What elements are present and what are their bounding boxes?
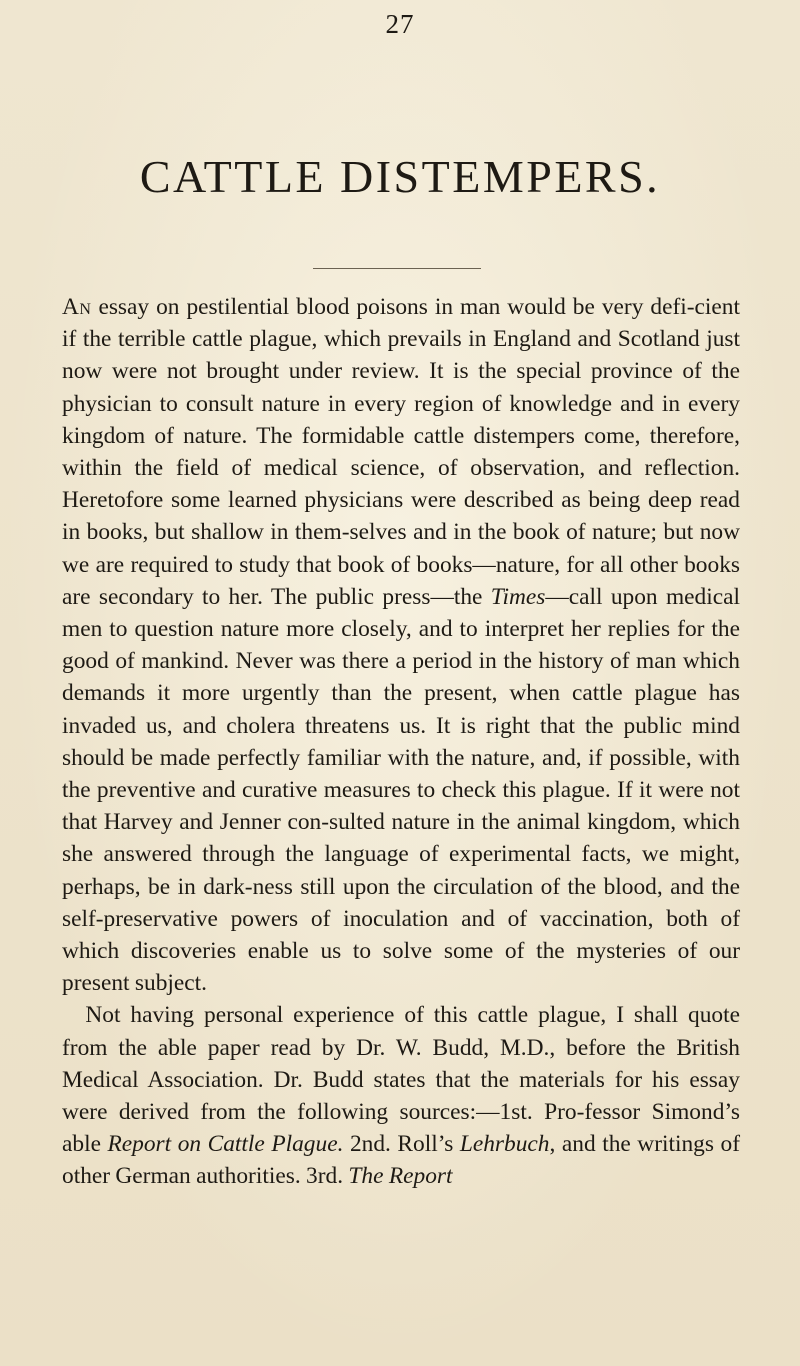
- lead-word: An: [62, 294, 92, 320]
- article-body: [62, 291, 740, 1193]
- the-report-title: The Report: [348, 1163, 453, 1190]
- paragraph-2-text-b: 2nd. Roll’s: [343, 1131, 460, 1158]
- paragraph-2-text-a: Not having personal experience of this cattle plague, I shall quote from the able paper read by Dr. W. Budd, M.D., before the British Medical Association. Dr. Budd states that the materials for his essay were derived from the following sources:—1st. Pro-fessor Simond’s able: [62, 1002, 740, 1158]
- paragraph-1-text-a: essay on pestilential blood poisons in man would be very defi-cient if the terrible cattle plague, which prevails in England and Scotland just now were not brought under review. It is the special province of the physician to consult nature in every region of knowledge and in every kingdom of nature. The formidable cattle distempers come, therefore, within the field of medical science, of observation, and reflection. Heretofore some learned physicians were described as being deep read in books, but shallow in them-selves and in the book of nature; but now we are required to study that book of books—nature, for all other books are secondary to her. The public press—the: [62, 294, 740, 610]
- lehrbuch-title: Lehrbuch: [459, 1131, 550, 1158]
- paragraph-2-text-c: , and the writings of other German authorities. 3rd.: [62, 1131, 740, 1190]
- report-title: Report on Cattle Plague.: [107, 1131, 344, 1158]
- paragraph-1-text-b: —call upon medical men to question nature more closely, and to interpret her replies for the good of mankind. Never was there a period in the history of man which demands it more urgently than the present, when cattle plague has invaded us, and cholera threatens us. It is right that the public mind should be made perfectly familiar with the nature, and, if possible, with the preventive and curative measures to check this plague. If it were not that Harvey and Jenner con-sulted nature in the animal kingdom, which she answered through the language of experimental facts, we might, perhaps, be in dark-ness still upon the circulation of the blood, and the self-preservative powers of inoculation and of vaccination, both of which discoveries enable us to solve some of the mysteries of our present subject.: [62, 583, 740, 997]
- paragraph-2: [62, 999, 740, 1192]
- title-divider: [313, 268, 481, 269]
- page-number: 27: [385, 9, 415, 39]
- page-title: CATTLE DISTEMPERS.: [139, 151, 661, 202]
- paragraph-1: [62, 291, 740, 999]
- times-reference: Times: [490, 583, 546, 610]
